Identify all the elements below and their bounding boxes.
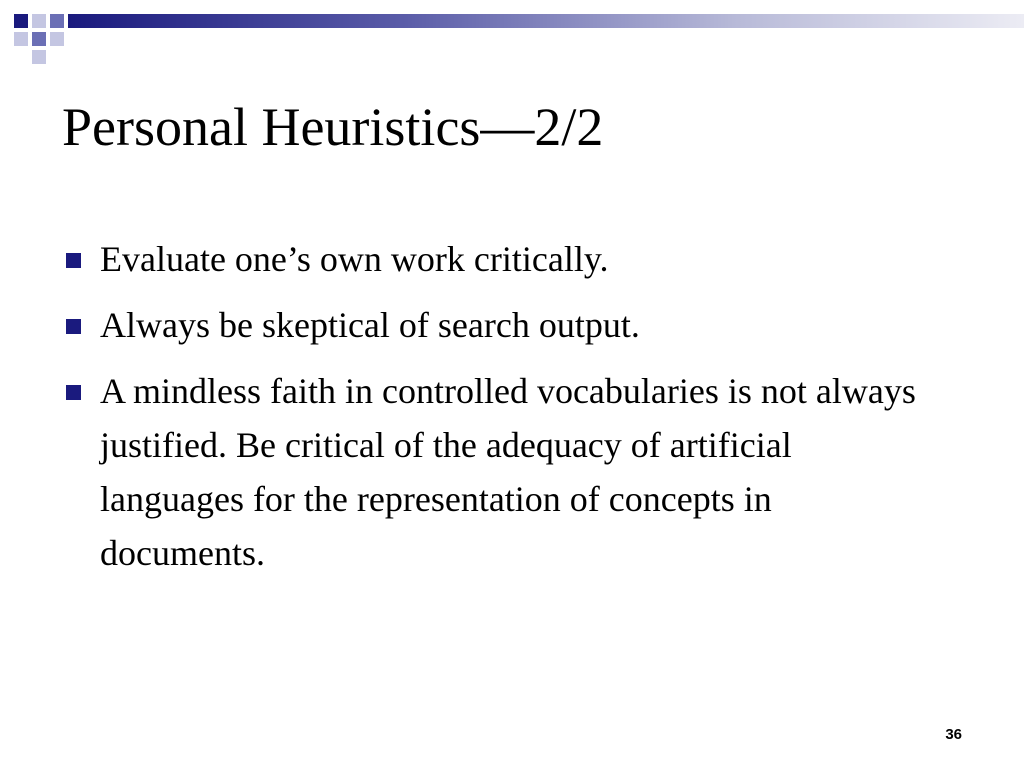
deco-square [50, 32, 64, 46]
deco-square [14, 14, 28, 28]
header-gradient-bar [68, 14, 1024, 28]
deco-square [14, 32, 28, 46]
deco-square [32, 32, 46, 46]
bullet-text: A mindless faith in controlled vocabularies is not always justified. Be critical of the adequacy of artificial languages for the representation of concepts in documents. [100, 371, 916, 573]
bullet-item [64, 298, 944, 352]
bullet-item [64, 364, 944, 580]
bullet-item [64, 232, 944, 286]
deco-square [50, 14, 64, 28]
page-number: 36 [945, 726, 962, 743]
bullet-text: Evaluate one’s own work critically. [100, 239, 609, 279]
header-decoration [0, 0, 1024, 70]
slide-title: Personal Heuristics—2/2 [62, 97, 604, 157]
square-bullet-icon [66, 319, 81, 334]
square-bullet-icon [66, 385, 81, 400]
square-bullet-icon [66, 253, 81, 268]
deco-square [32, 14, 46, 28]
bullet-text: Always be skeptical of search output. [100, 305, 640, 345]
deco-square [32, 50, 46, 64]
bullet-list [64, 232, 944, 592]
